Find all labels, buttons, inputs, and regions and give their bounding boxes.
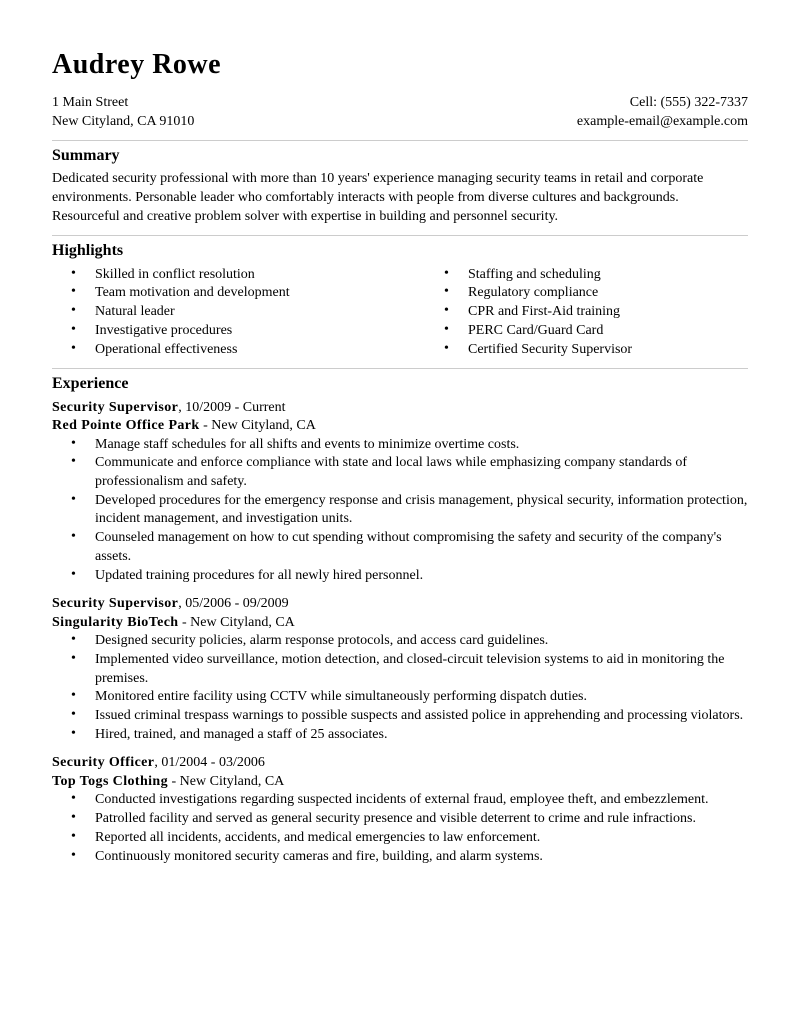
job-company: Singularity BioTech <box>52 614 179 630</box>
job-bullet: • Communicate and enforce compliance with state and local laws while emphasizing company standards of professionalism and safety. <box>52 454 748 491</box>
job-entry <box>52 754 748 866</box>
job-company: Top Togs Clothing <box>52 773 169 789</box>
contact-block <box>52 93 748 131</box>
address-street: 1 Main Street <box>52 94 129 110</box>
job-dates: , 10/2009 - Current <box>178 399 286 415</box>
highlight-item: • Investigative procedures <box>52 322 425 341</box>
email-address: example-email@example.com <box>576 113 748 129</box>
job-dates: , 01/2004 - 03/2006 <box>154 755 265 771</box>
job-bullet: • Monitored entire facility using CCTV while simultaneously performing dispatch duties. <box>52 688 748 707</box>
highlights-list-right <box>425 266 748 360</box>
job-location: - New Cityland, CA <box>168 773 285 789</box>
highlight-item: • CPR and First-Aid training <box>425 303 748 322</box>
job-bullet: • Updated training procedures for all newly hired personnel. <box>52 567 748 586</box>
job-title: Security Supervisor <box>52 399 179 415</box>
highlight-item: • Operational effectiveness <box>52 341 425 360</box>
address-city: New Cityland, CA 91010 <box>52 113 195 129</box>
job-company-line <box>52 773 748 792</box>
job-bullet: • Designed security policies, alarm response protocols, and access card guidelines. <box>52 632 748 651</box>
summary-heading: Summary <box>52 146 120 164</box>
highlight-item: • Certified Security Supervisor <box>425 341 748 360</box>
job-entry <box>52 399 748 586</box>
job-dates: , 05/2006 - 09/2009 <box>178 596 289 612</box>
job-bullet: • Hired, trained, and managed a staff of 25 associates. <box>52 726 748 745</box>
highlight-item: • Team motivation and development <box>52 284 425 303</box>
highlights-list-left <box>52 266 425 360</box>
candidate-name: Audrey Rowe <box>52 49 222 80</box>
job-title: Security Supervisor <box>52 596 179 612</box>
job-bullet: • Conducted investigations regarding suspected incidents of external fraud, employee theft, and embezzlement. <box>52 791 748 810</box>
job-title-line <box>52 754 748 773</box>
job-bullet: • Counseled management on how to cut spending without compromising the safety and security of the company's assets. <box>52 529 748 566</box>
job-bullets <box>52 632 748 744</box>
job-company: Red Pointe Office Park <box>52 418 200 434</box>
job-location: - New Cityland, CA <box>199 418 316 434</box>
job-bullet: • Patrolled facility and served as general security presence and visible deterrent to crime and rule infractions. <box>52 810 748 829</box>
job-bullet: • Manage staff schedules for all shifts and events to minimize overtime costs. <box>52 436 748 455</box>
job-bullet: • Continuously monitored security cameras and fire, building, and alarm systems. <box>52 848 748 867</box>
highlight-item: • Regulatory compliance <box>425 284 748 303</box>
job-company-line <box>52 614 748 633</box>
experience-heading: Experience <box>52 375 129 393</box>
phone-number: Cell: (555) 322-7337 <box>629 94 748 110</box>
job-company-line <box>52 417 748 436</box>
summary-text: Dedicated security professional with more than 10 years' experience managing security teams in retail and corporate environments. Personable leader who comfortably interacts with people from diverse cultures and backgrounds. Resourceful and creative problem solver with expertise in building and personnel security. <box>52 171 704 224</box>
job-bullet: • Reported all incidents, accidents, and medical emergencies to law enforcement. <box>52 829 748 848</box>
highlight-item: • PERC Card/Guard Card <box>425 322 748 341</box>
summary-section <box>52 140 748 227</box>
job-entry <box>52 595 748 744</box>
job-title-line <box>52 399 748 418</box>
highlights-section <box>52 235 748 359</box>
highlight-item: • Skilled in conflict resolution <box>52 266 425 285</box>
job-location: - New Cityland, CA <box>178 614 295 630</box>
job-bullet: • Implemented video surveillance, motion detection, and closed-circuit television systems to aid in monitoring the premises. <box>52 651 748 688</box>
job-title-line <box>52 595 748 614</box>
job-bullets <box>52 436 748 586</box>
highlight-item: • Natural leader <box>52 303 425 322</box>
experience-section <box>52 368 748 866</box>
highlights-heading: Highlights <box>52 242 124 260</box>
highlights-columns <box>52 266 748 360</box>
highlight-item: • Staffing and scheduling <box>425 266 748 285</box>
job-bullet: • Issued criminal trespass warnings to possible suspects and assisted police in apprehending and processing violators. <box>52 707 748 726</box>
job-title: Security Officer <box>52 755 155 771</box>
jobs <box>52 399 748 867</box>
job-bullet: • Developed procedures for the emergency response and crisis management, physical security, information protection, incident management, and investigation units. <box>52 492 748 529</box>
job-bullets <box>52 791 748 866</box>
